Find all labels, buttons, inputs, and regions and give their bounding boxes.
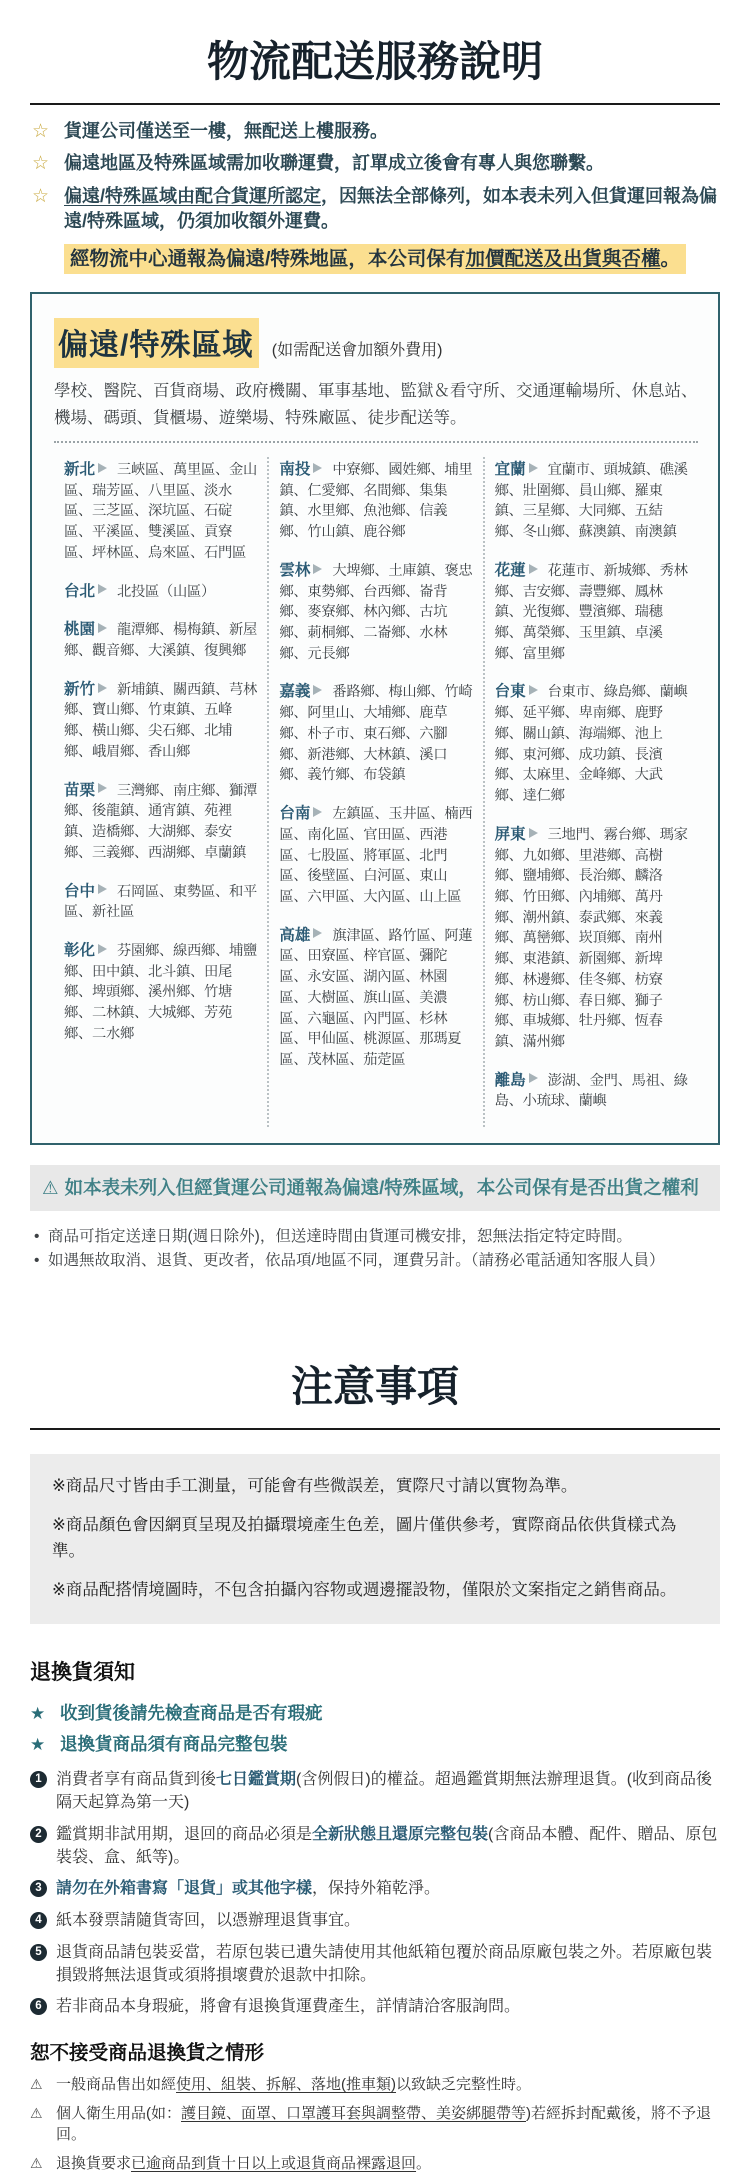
numbered-rule bbox=[30, 1769, 720, 1814]
notice-title: 注意事項 bbox=[290, 1364, 459, 1411]
delivery-notes bbox=[34, 1225, 720, 1273]
region-districts: 左鎮區、玉井區、楠西區、南化區、官田區、西港區、七股區、將軍區、北門區、後壁區、白河區、東山區、六甲區、大內區、山上區 bbox=[279, 806, 473, 905]
region-name: 新竹 bbox=[64, 680, 96, 698]
arrow-icon bbox=[313, 925, 327, 943]
warning-icon bbox=[30, 2153, 43, 2175]
star-icon bbox=[32, 151, 49, 178]
region-name: 南投 bbox=[279, 461, 311, 479]
region-entry bbox=[279, 679, 472, 786]
arrow-icon bbox=[98, 620, 112, 638]
notice-box bbox=[30, 1454, 720, 1624]
arrow-icon bbox=[98, 780, 112, 798]
region-entry bbox=[64, 778, 257, 864]
region-name: 高雄 bbox=[279, 926, 311, 944]
region-entry bbox=[64, 879, 257, 923]
region-name: 台南 bbox=[279, 805, 311, 823]
notice-section bbox=[30, 1359, 720, 1624]
region-column-3 bbox=[483, 457, 698, 1127]
region-box-subtitle: (如需配送會加額外費用) bbox=[271, 342, 443, 360]
arrow-icon bbox=[98, 941, 112, 959]
number-badge: 3 bbox=[30, 1880, 47, 1897]
arrow-icon bbox=[529, 682, 543, 700]
notice-line: ※商品尺寸皆由手工測量，可能會有些微誤差，實際尺寸請以實物為準。 bbox=[52, 1476, 578, 1495]
region-districts: 大埤鄉、土庫鎮、褒忠鄉、東勢鄉、台西鄉、崙背鄉、麥寮鄉、林內鄉、古坑鄉、莿桐鄉、二崙鄉、水林鄉、元長鄉 bbox=[279, 562, 473, 662]
region-entry bbox=[495, 457, 688, 543]
arrow-icon bbox=[529, 1070, 543, 1088]
region-entry bbox=[64, 617, 257, 661]
region-column-2 bbox=[267, 457, 482, 1127]
numbered-rule bbox=[30, 1824, 720, 1869]
shipping-title: 物流配送服務說明 bbox=[206, 40, 543, 86]
region-columns bbox=[54, 457, 698, 1127]
region-districts: 中寮鄉、國姓鄉、埔里鎮、仁愛鄉、名間鄉、集集鎮、水里鄉、魚池鄉、信義鄉、竹山鎮、鹿谷鄉 bbox=[279, 462, 473, 541]
case-underlined: 護目鏡、面罩、口罩護耳套與調整帶、美姿綁腿帶等 bbox=[181, 2104, 527, 2122]
shipping-point bbox=[30, 184, 720, 235]
region-entry bbox=[495, 1068, 688, 1112]
numbered-rule bbox=[30, 1910, 720, 1933]
region-entry bbox=[64, 579, 257, 603]
star-icon bbox=[32, 119, 49, 146]
rule-pre: 消費者享有商品貨到後 bbox=[56, 1771, 217, 1789]
warning-icon bbox=[30, 2103, 43, 2125]
number-badge: 4 bbox=[30, 1912, 47, 1929]
rule-strong: 全新狀態且還原完整包裝 bbox=[312, 1825, 489, 1843]
region-entry bbox=[279, 801, 472, 908]
returns-point bbox=[30, 1731, 720, 1757]
region-box-header bbox=[54, 318, 698, 368]
region-districts: 番路鄉、梅山鄉、竹崎鄉、阿里山、大埔鄉、鹿草鄉、朴子市、東石鄉、六腳鄉、新港鄉、大林鎮、溪口鄉、義竹鄉、布袋鎮 bbox=[279, 684, 473, 784]
region-name: 雲林 bbox=[279, 561, 311, 579]
remote-region-box bbox=[30, 292, 720, 1145]
star-icon bbox=[30, 1731, 45, 1758]
rule-post: (含商品本體、配件、贈品、原包裝袋、盒、紙等)。 bbox=[56, 1825, 718, 1866]
rule-pre: 若非商品本身瑕疵，將會有退換貨運費產生，詳情請洽客服詢問。 bbox=[56, 1998, 521, 2016]
highlight-underlined: 加價配送及出貨與否權 bbox=[465, 247, 661, 270]
region-name: 屏東 bbox=[494, 825, 526, 843]
region-box-intro: 學校、醫院、百貨商場、政府機關、軍事基地、監獄＆看守所、交通運輸場所、休息站、機場、碼頭、貨櫃場、遊樂場、特殊廠區、徒步配送等。 bbox=[54, 382, 698, 427]
note-item bbox=[34, 1225, 720, 1249]
region-districts: 新埔鎮、關西鎮、芎林鄉、寶山鄉、竹東鎮、五峰鄉、橫山鄉、尖石鄉、北埔鄉、峨眉鄉、香山鄉 bbox=[64, 681, 257, 760]
region-name: 桃園 bbox=[64, 621, 96, 639]
shipping-star-list bbox=[30, 119, 720, 235]
numbered-rule bbox=[30, 1942, 720, 1987]
star-icon bbox=[32, 184, 49, 211]
arrow-icon bbox=[98, 881, 112, 899]
no-return-case bbox=[30, 2153, 720, 2175]
no-return-case bbox=[30, 2103, 720, 2147]
region-districts: 台東市、綠島鄉、蘭嶼鄉、延平鄉、卑南鄉、鹿野鄉、關山鎮、海端鄉、池上鄉、東河鄉、成功鎮、長濱鄉、太麻里、金峰鄉、大武鄉、達仁鄉 bbox=[494, 684, 688, 805]
title-divider bbox=[30, 103, 720, 105]
region-entry bbox=[64, 677, 257, 763]
rule-pre: 紙本發票請隨貨寄回，以憑辦理退貨事宜。 bbox=[56, 1912, 361, 1930]
region-districts: 北投區（山區） bbox=[117, 583, 215, 600]
ship-right-warning bbox=[30, 1165, 720, 1211]
region-entry bbox=[495, 558, 688, 665]
case-pre: 一般商品售出如經 bbox=[56, 2075, 177, 2093]
rule-pre: 鑑賞期非試用期，退回的商品必須是 bbox=[56, 1825, 313, 1843]
arrow-icon bbox=[529, 825, 543, 843]
region-districts: 石岡區、東勢區、和平區、新社區 bbox=[64, 883, 257, 921]
shipping-point-text: 偏遠地區及特殊區域需加收聯運費，訂單成立後會有專人與您聯繫。 bbox=[64, 153, 604, 174]
region-districts: 三灣鄉、南庄鄉、獅潭鄉、後龍鎮、通宵鎮、苑裡鎮、造橋鄉、大湖鄉、泰安鄉、三義鄉、西湖鄉、卓蘭鎮 bbox=[64, 782, 257, 861]
returns-point bbox=[30, 1700, 720, 1726]
case-post: 。 bbox=[416, 2155, 432, 2173]
case-underlined: 已逾商品到貨十日以上或退貨商品裸露退回 bbox=[131, 2155, 417, 2173]
region-name: 台北 bbox=[64, 582, 96, 600]
note-text: 商品可指定送達日期(週日除外)，但送達時間由貨運司機安排，恕無法指定特定時間。 bbox=[48, 1227, 632, 1245]
warning-icon bbox=[30, 2074, 43, 2096]
case-pre: 個人衛生用品(如： bbox=[56, 2104, 181, 2122]
number-badge: 5 bbox=[30, 1944, 47, 1961]
arrow-icon bbox=[98, 581, 112, 599]
region-name: 宜蘭 bbox=[494, 461, 526, 479]
no-returns-list bbox=[30, 2074, 720, 2175]
notice-line: ※商品顏色會因網頁呈現及拍攝環境產生色差，圖片僅供參考，實際商品依供貨樣式為準。 bbox=[52, 1516, 677, 1560]
shipping-point-text: ，因無法全部條列，如本表未列入但貨運回報為偏遠/特殊區域，仍須加收額外運費。 bbox=[64, 185, 717, 232]
returns-point-text: 收到貨後請先檢查商品是否有瑕疵 bbox=[60, 1702, 323, 1723]
arrow-icon bbox=[529, 460, 543, 478]
number-badge: 6 bbox=[30, 1998, 47, 2015]
numbered-rule bbox=[30, 1878, 720, 1901]
rule-pre: 退貨商品請包裝妥當，若原包裝已遺失請使用其他紙箱包覆於商品原廠包裝之外。若原廠包裝損毀將無法退貨或須將損壞費於退款中扣除。 bbox=[56, 1943, 713, 1984]
title-divider bbox=[30, 1428, 720, 1430]
bullet-icon bbox=[34, 1225, 39, 1249]
region-column-1 bbox=[54, 457, 267, 1127]
note-item bbox=[34, 1249, 720, 1273]
region-box-title: 偏遠/特殊區域 bbox=[54, 318, 259, 368]
region-name: 苗栗 bbox=[64, 781, 96, 799]
number-badge: 2 bbox=[30, 1826, 47, 1843]
region-name: 離島 bbox=[494, 1071, 526, 1089]
highlight-pre: 經物流中心通報為偏遠/特殊地區，本公司保有 bbox=[70, 247, 466, 270]
region-districts: 龍潭鄉、楊梅鎮、新屋鄉、觀音鄉、大溪鎮、復興鄉 bbox=[64, 622, 257, 660]
arrow-icon bbox=[98, 680, 112, 698]
region-entry bbox=[279, 558, 472, 665]
returns-heading: 退換貨須知 bbox=[30, 1660, 135, 1684]
region-name: 台東 bbox=[494, 683, 526, 701]
region-entry bbox=[279, 457, 472, 543]
bullet-icon bbox=[34, 1249, 39, 1273]
returns-star-points bbox=[30, 1700, 720, 1758]
rule-post: ，保持外箱乾淨。 bbox=[312, 1880, 441, 1898]
returns-point-text: 退換貨商品須有商品完整包裝 bbox=[60, 1734, 288, 1755]
region-entry bbox=[64, 938, 257, 1045]
arrow-icon bbox=[313, 804, 327, 822]
highlight-post: 。 bbox=[660, 247, 680, 270]
arrow-icon bbox=[313, 460, 327, 478]
region-districts: 三地門、霧台鄉、瑪家鄉、九如鄉、里港鄉、高樹鄉、鹽埔鄉、長治鄉、麟洛鄉、竹田鄉、內埔鄉、萬丹鄉、潮州鎮、泰武鄉、來義鄉、萬巒鄉、崁頂鄉、南州鄉、東港鎮、新園鄉、新埤鄉、林邊鄉、佳冬鄉、枋寮鄉、枋山鄉、春日鄉、獅子鄉、車城鄉、牡丹鄉、恆春鎮、滿州鄉 bbox=[494, 826, 688, 1050]
region-name: 彰化 bbox=[64, 941, 96, 959]
region-name: 台中 bbox=[64, 882, 96, 900]
case-underlined: 使用、組裝、拆解、落地(推車類) bbox=[176, 2075, 397, 2093]
rule-strong: 七日鑑賞期 bbox=[216, 1771, 297, 1789]
case-post: )若經拆封配戴後，將不予退回。 bbox=[56, 2104, 712, 2144]
rule-post: (含例假日)的權益。超過鑑賞期無法辦理退貨。(收到商品後隔天起算為第一天) bbox=[56, 1771, 713, 1812]
region-entry bbox=[279, 923, 472, 1071]
region-districts: 花蓮市、新城鄉、秀林鄉、吉安鄉、壽豐鄉、鳳林鎮、光復鄉、豐濱鄉、瑞穗鄉、萬榮鄉、玉里鎮、卓溪鄉、富里鄉 bbox=[494, 562, 688, 662]
notice-line: ※商品配搭情境圖時，不包含拍攝內容物或週邊擺設物，僅限於文案指定之銷售商品。 bbox=[52, 1581, 677, 1600]
arrow-icon bbox=[313, 561, 327, 579]
shipping-point-text: 貨運公司僅送至一樓，無配送上樓服務。 bbox=[64, 120, 388, 141]
rule-strong: 請勿在外箱書寫「退貨」或其他字樣 bbox=[56, 1880, 313, 1898]
no-return-case bbox=[30, 2074, 720, 2096]
region-districts: 澎湖、金門、馬祖、綠島、小琉球、蘭嶼 bbox=[494, 1072, 688, 1110]
arrow-icon bbox=[98, 460, 112, 478]
region-entry bbox=[495, 679, 688, 806]
returns-numbered-list bbox=[30, 1769, 720, 2018]
region-entry bbox=[495, 822, 688, 1053]
warning-text: 如本表未列入但經貨運公司通報為偏遠/特殊區域，本公司保有是否出貨之權利 bbox=[64, 1177, 699, 1199]
case-post: 以致缺乏完整性時。 bbox=[396, 2075, 532, 2093]
region-entry bbox=[64, 457, 257, 564]
note-text: 如遇無故取消、退貨、更改者，依品項/地區不同，運費另計。（請務必電話通知客服人員） bbox=[48, 1251, 665, 1269]
region-name: 嘉義 bbox=[279, 683, 311, 701]
case-pre: 退換貨要求 bbox=[56, 2155, 132, 2173]
shipping-point-underlined: 偏遠/特殊區域由配合貨運所認定 bbox=[64, 185, 321, 206]
arrow-icon bbox=[313, 682, 327, 700]
shipping-point bbox=[30, 151, 720, 177]
region-name: 新北 bbox=[64, 461, 96, 479]
star-icon bbox=[30, 1700, 45, 1727]
region-name: 花蓮 bbox=[494, 561, 526, 579]
dotted-divider bbox=[54, 441, 698, 443]
region-districts: 芬園鄉、線西鄉、埔鹽鄉、田中鎮、北斗鎮、田尾鄉、埤頭鄉、溪州鄉、竹塘鄉、二林鎮、大城鄉、芳苑鄉、二水鄉 bbox=[64, 942, 257, 1042]
region-districts: 旗津區、路竹區、阿蓮區、田寮區、梓官區、彌陀區、永安區、湖內區、林園區、大樹區、旗山區、美濃區、六龜區、內門區、杉林區、甲仙區、桃源區、那瑪夏區、茂林區、茄萣區 bbox=[279, 927, 473, 1068]
region-districts: 宜蘭市、頭城鎮、礁溪鄉、壯圍鄉、員山鄉、羅東鎮、三星鄉、大同鄉、五結鄉、冬山鄉、蘇澳鎮、南澳鎮 bbox=[494, 462, 688, 541]
highlight-statement bbox=[30, 245, 720, 274]
no-returns-heading: 恕不接受商品退換貨之情形 bbox=[30, 2041, 265, 2064]
page bbox=[0, 34, 750, 2175]
arrow-icon bbox=[529, 561, 543, 579]
region-districts: 三峽區、萬里區、金山區、瑞芳區、八里區、淡水區、三芝區、深坑區、石碇區、平溪區、雙溪區、貢寮區、坪林區、烏來區、石門區 bbox=[64, 462, 257, 561]
warning-icon bbox=[42, 1177, 59, 1198]
number-badge: 1 bbox=[30, 1771, 47, 1788]
shipping-point bbox=[30, 119, 720, 145]
